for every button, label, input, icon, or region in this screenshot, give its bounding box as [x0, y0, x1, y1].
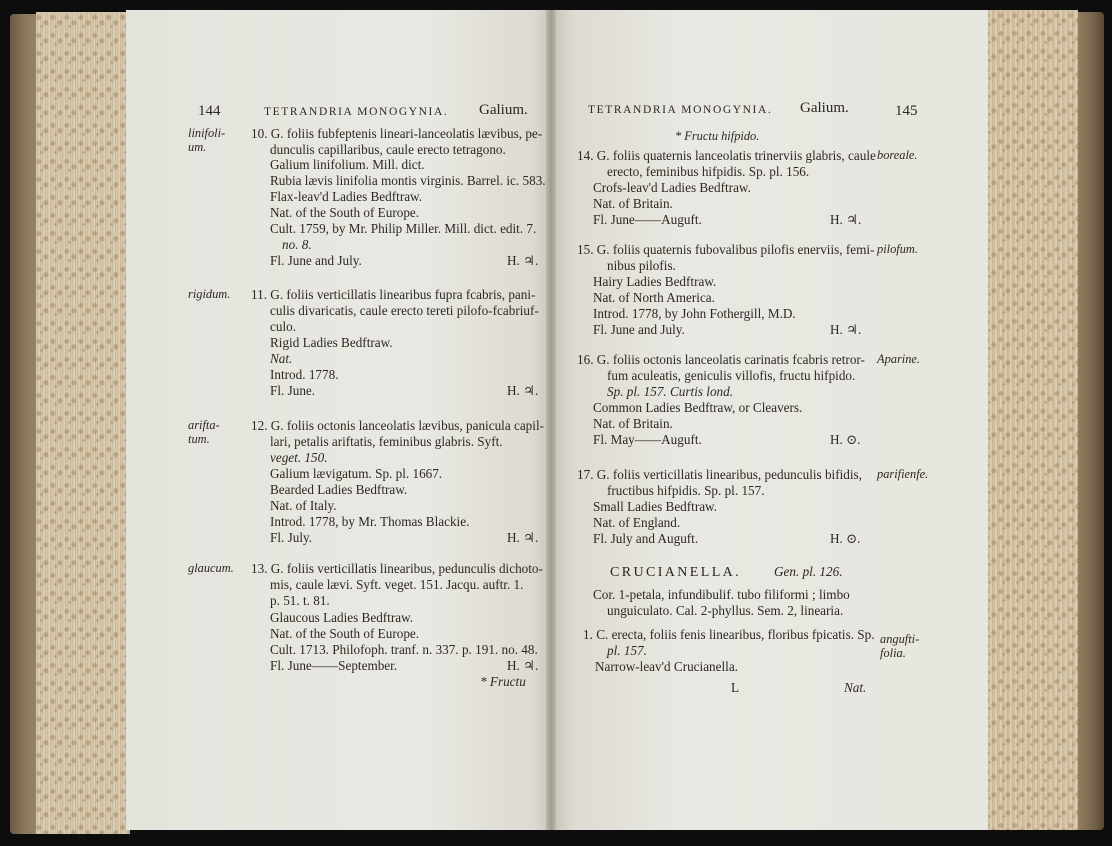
entry-line: mis, caule lævi. Syft. veget. 151. Jacqu. auftr. 1.: [270, 577, 524, 592]
margin-name: boreale.: [877, 148, 918, 162]
running-genus: Galium.: [479, 102, 528, 118]
entry-line: culo.: [270, 319, 297, 334]
entry-line: Fl. June——September.: [270, 658, 398, 673]
entry-line: Introd. 1778.: [270, 367, 339, 382]
entry-line: 14. G. foliis quaternis lanceolatis trinerviis glabris, caule: [577, 148, 876, 163]
life-symbol: H. ♃.: [507, 383, 539, 398]
entry-line: veget. 150.: [270, 450, 328, 465]
entry-line: Cult. 1713. Philofoph. tranf. n. 337. p. 191. no. 48.: [270, 642, 538, 657]
section-heading: * Fructu hifpido.: [675, 129, 760, 143]
life-symbol: H. ♃.: [507, 530, 539, 545]
entry-line: Fl. June.: [270, 383, 316, 398]
entry-line: 15. G. foliis quaternis fubovalibus pilofis enerviis, femi-: [577, 242, 875, 257]
margin-name: linifoli- um.: [188, 126, 226, 154]
entry-line: 17. G. foliis verticillatis linearibus, pedunculis bifidis,: [577, 467, 862, 482]
life-symbol: H. ♃.: [830, 322, 862, 337]
entry-line: Fl. May——Auguft.: [593, 432, 702, 447]
entry-line: Nat. of England.: [593, 515, 681, 530]
running-genus: Galium.: [800, 100, 849, 116]
entry-line: Nat. of Italy.: [270, 498, 337, 513]
margin-name: arifta- tum.: [188, 418, 220, 446]
margin-name: parifienfe.: [877, 467, 929, 481]
entry-line: Bearded Ladies Bedftraw.: [270, 482, 408, 497]
entry-line: Common Ladies Bedftraw, or Cleavers.: [593, 400, 803, 415]
entry-line: Crofs-leav'd Ladies Bedftraw.: [593, 180, 751, 195]
entry-line: Introd. 1778, by Mr. Thomas Blackie.: [270, 514, 470, 529]
entry-line: fum aculeatis, geniculis villofis, fructu hifpido.: [607, 368, 856, 383]
foxing-right: [984, 10, 1078, 830]
entry-line: Narrow-leav'd Crucianella.: [595, 659, 738, 674]
entry-line: culis divaricatis, caule erecto tereti pilofo-fcabriuf-: [270, 303, 539, 318]
life-symbol: H. ♃.: [507, 658, 539, 673]
life-symbol: H. ⊙.: [830, 432, 861, 447]
entry-line: Rigid Ladies Bedftraw.: [270, 335, 393, 350]
entry-line: Nat. of the South of Europe.: [270, 205, 420, 220]
entry-line: Fl. July.: [270, 530, 313, 545]
entry-line: lari, petalis ariftatis, feminibus glabris. Syft.: [270, 434, 503, 449]
genus-heading: CRUCIANELLA.: [610, 565, 742, 580]
entry-line: Nat. of Britain.: [593, 416, 673, 431]
entry-line: Fl. June——Auguft.: [593, 212, 702, 227]
entry-line: Glaucous Ladies Bedftraw.: [270, 610, 414, 625]
margin-name: angufti- folia.: [880, 632, 920, 660]
entry-line: Cult. 1759, by Mr. Philip Miller. Mill. dict. edit. 7.: [270, 221, 537, 236]
entry-line: no. 8.: [282, 237, 312, 252]
catchword: Nat.: [844, 680, 867, 695]
life-symbol: H. ⊙.: [830, 531, 861, 546]
entry-line: p. 51. t. 81.: [270, 593, 330, 608]
margin-name: Aparine.: [877, 352, 921, 366]
page-number: 144: [198, 103, 221, 119]
page-number: 145: [895, 103, 918, 119]
life-symbol: H. ♃.: [830, 212, 862, 227]
entry-line: Rubia lævis linifolia montis virginis. Barrel. ic. 583.: [270, 173, 546, 188]
entry-line: Small Ladies Bedftraw.: [593, 499, 718, 514]
entry-line: Fl. June and July.: [593, 322, 685, 337]
margin-name: rigidum.: [188, 287, 231, 301]
genus-reference: Gen. pl. 126.: [774, 564, 843, 579]
entry-line: Galium linifolium. Mill. dict.: [270, 157, 425, 172]
running-head: TETRANDRIA MONOGYNIA.: [264, 106, 449, 118]
entry-line: 13. G. foliis verticillatis linearibus, pedunculis dichoto-: [251, 561, 543, 576]
entry-line: Flax-leav'd Ladies Bedftraw.: [270, 189, 423, 204]
entry-line: Galium lævigatum. Sp. pl. 1667.: [270, 466, 443, 481]
signature-mark: L: [731, 680, 740, 695]
entry-line: erecto, feminibus hifpidis. Sp. pl. 156.: [607, 164, 810, 179]
book-gutter: [546, 10, 556, 830]
entry-line: pl. 157.: [607, 643, 647, 658]
entry-line: 1. C. erecta, foliis fenis linearibus, floribus fpicatis. Sp.: [583, 627, 875, 642]
entry-line: Nat.: [270, 351, 293, 366]
entry-line: Introd. 1778, by John Fothergill, M.D.: [593, 306, 796, 321]
life-symbol: H. ♃.: [507, 253, 539, 268]
entry-line: Fl. July and Auguft.: [593, 531, 699, 546]
entry-line: Sp. pl. 157. Curtis lond.: [607, 384, 734, 399]
running-head: TETRANDRIA MONOGYNIA.: [588, 104, 773, 116]
margin-name: pilofum.: [877, 242, 918, 256]
entry-line: Nat. of North America.: [593, 290, 715, 305]
entry-line: nibus pilofis.: [607, 258, 676, 273]
entry-line: 12. G. foliis octonis lanceolatis lævibus, panicula capil-: [251, 418, 544, 433]
entry-line: 16. G. foliis octonis lanceolatis carinatis fcabris retror-: [577, 352, 865, 367]
entry-line: 10. G. foliis fubfeptenis lineari-lanceolatis lævibus, pe-: [251, 126, 543, 141]
genus-description-line: Cor. 1-petala, infundibulif. tubo filiformi ; limbo: [593, 587, 850, 602]
entry-line: dunculis capillaribus, caule erecto tetragono.: [270, 142, 506, 157]
foxing-left: [36, 12, 130, 834]
entry-line: Fl. June and July.: [270, 253, 362, 268]
genus-description-line: unguiculato. Cal. 2-phyllus. Sem. 2, linearia.: [607, 603, 844, 618]
entry-line: fructibus hifpidis. Sp. pl. 157.: [607, 483, 765, 498]
catchword: * Fructu: [480, 674, 526, 689]
entry-line: Nat. of the South of Europe.: [270, 626, 420, 641]
entry-line: Hairy Ladies Bedftraw.: [593, 274, 717, 289]
entry-line: Nat. of Britain.: [593, 196, 673, 211]
entry-line: 11. G. foliis verticillatis linearibus fupra fcabris, pani-: [251, 287, 536, 302]
margin-name: glaucum.: [188, 561, 234, 575]
